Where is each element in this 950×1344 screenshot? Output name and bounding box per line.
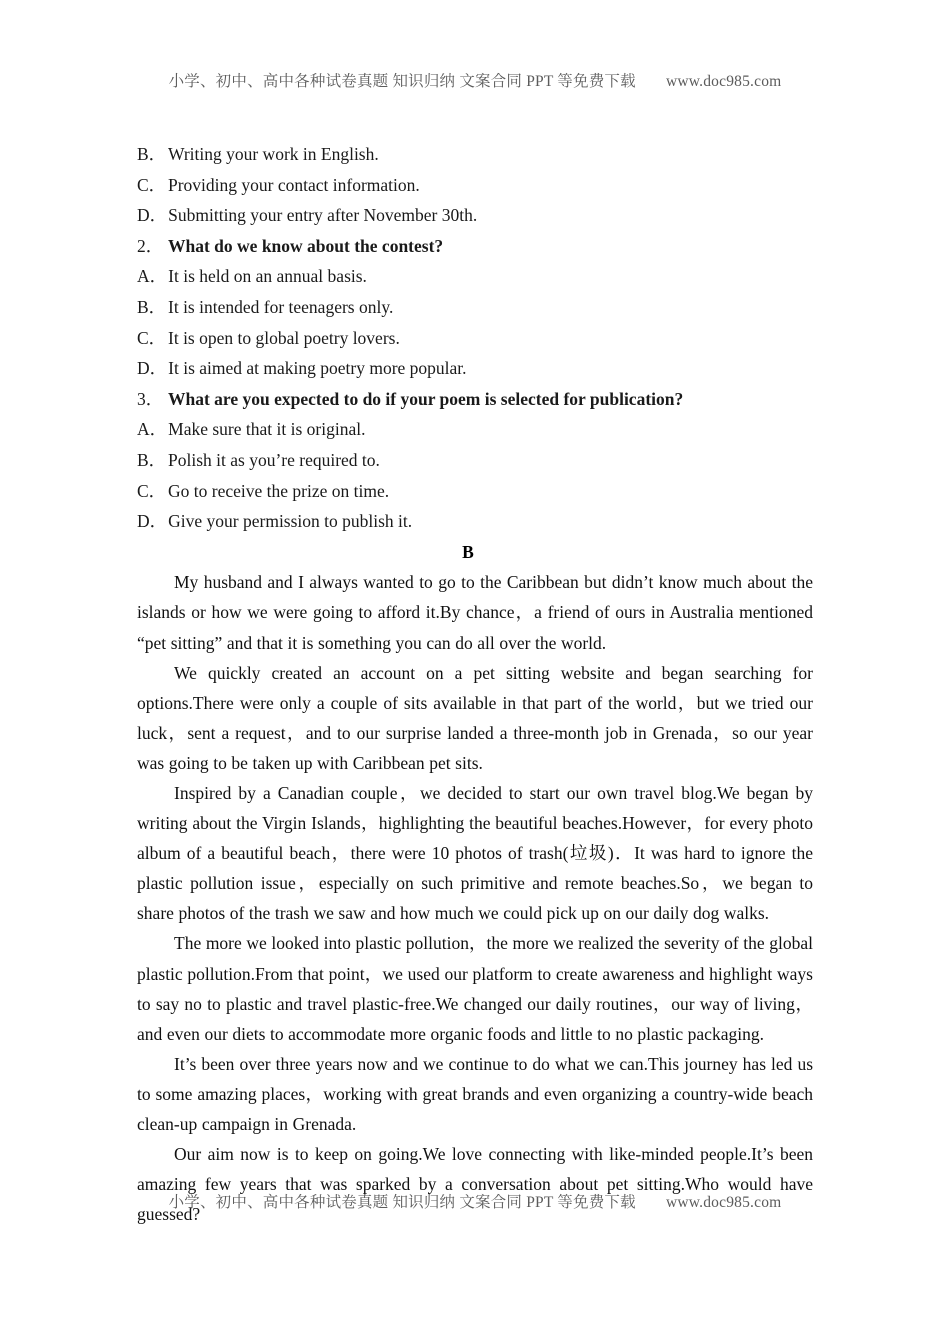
watermark-header: [0, 69, 950, 91]
passage-paragraph: Our aim now is to keep on going.We love connecting with like-minded people.It’s been amazing few years that was sparked by a conversation about pet sitting.Who would have guessed?: [137, 1144, 813, 1225]
content-column: [137, 139, 813, 1229]
passage-paragraph: We quickly created an account on a pet sitting website and began searching for options.There were only a couple of sits available in that part of the world，but we tried our luck，sent a request，and to our surprise landed a three-month job in Grenada，so our year was going to be taken up with Caribbean pet sits.: [137, 662, 813, 773]
watermark-header-url: www.doc985.com: [665, 73, 782, 90]
option-letter: B．: [137, 144, 167, 164]
watermark-footer-text: 小学、初中、高中各种试卷真题 知识归纳 文案合同 PPT 等免费下载: [168, 1194, 636, 1211]
option-row: [137, 139, 813, 170]
option-letter: A．: [137, 419, 168, 440]
question-text: What do we know about the contest?: [168, 235, 444, 256]
question-number: 3．: [137, 388, 164, 409]
option-text: Providing your contact information.: [168, 174, 420, 195]
option-row: [137, 353, 813, 384]
passage-paragraph: It’s been over three years now and we continue to do what we can.This journey has led us to some amazing places，working with great brands and even organizing a country-wide beach clean-up campaign in Grenada.: [137, 1053, 813, 1134]
option-text: Submitting your entry after November 30th.: [168, 205, 478, 226]
watermark-footer: [0, 1190, 950, 1212]
option-text: Polish it as you’re required to.: [168, 449, 380, 470]
option-row: [137, 170, 813, 201]
option-row: [137, 323, 813, 354]
option-letter: D．: [137, 358, 168, 379]
watermark-footer-url: www.doc985.com: [665, 1194, 782, 1211]
question-text: What are you expected to do if your poem is selected for publication?: [168, 388, 684, 409]
question-row: [137, 231, 813, 262]
option-text: Give your permission to publish it.: [168, 511, 413, 532]
option-letter: D．: [137, 205, 168, 226]
passage-body: [137, 567, 813, 1229]
option-letter: C．: [137, 174, 167, 195]
option-row: [137, 476, 813, 507]
option-text: It is aimed at making poetry more popular.: [168, 358, 467, 379]
question-row: [137, 384, 813, 415]
option-text: Go to receive the prize on time.: [168, 480, 390, 501]
option-text: Writing your work in English.: [168, 144, 379, 164]
passage-paragraph: Inspired by a Canadian couple，we decided to start our own travel blog.We began by writing about the Virgin Islands，highlighting the beautiful beaches.However，for every photo album of a beautiful beach，there were 10 photos of trash(垃圾)．It was hard to ignore the plastic pollution issue，especially on such primitive and remote beaches.So，we began to share photos of the trash we saw and how much we could pick up on our daily dog walks.: [137, 782, 813, 924]
option-text: It is open to global poetry lovers.: [168, 327, 400, 348]
option-row: [137, 200, 813, 231]
option-letter: C．: [137, 480, 167, 501]
option-row: [137, 506, 813, 537]
watermark-header-text: 小学、初中、高中各种试卷真题 知识归纳 文案合同 PPT 等免费下载: [168, 73, 636, 90]
option-text: Make sure that it is original.: [168, 419, 366, 440]
option-letter: B．: [137, 449, 167, 470]
question-list: [137, 139, 813, 537]
option-text: It is held on an annual basis.: [168, 266, 367, 287]
option-row: [137, 261, 813, 292]
option-text: It is intended for teenagers only.: [168, 296, 394, 317]
passage-paragraph: My husband and I always wanted to go to the Caribbean but didn’t know much about the islands or how we were going to afford it.By chance，a friend of ours in Australia mentioned “pet sitting” and that it is something you can do all over the world.: [137, 572, 813, 653]
option-letter: C．: [137, 327, 167, 348]
passage-section-label: B: [462, 541, 474, 562]
option-row: [137, 445, 813, 476]
option-letter: A．: [137, 266, 168, 287]
option-row: [137, 414, 813, 445]
option-letter: B．: [137, 296, 167, 317]
option-letter: D．: [137, 511, 168, 532]
passage-paragraph: The more we looked into plastic pollution，the more we realized the severity of the global plastic pollution.From that point，we used our platform to create awareness and highlight ways to say no to plastic and travel plastic-free.We changed our daily routines，our way of living，and even our diets to accommodate more organic foods and little to no plastic packaging.: [137, 933, 813, 1044]
question-number: 2．: [137, 235, 164, 256]
option-row: [137, 292, 813, 323]
